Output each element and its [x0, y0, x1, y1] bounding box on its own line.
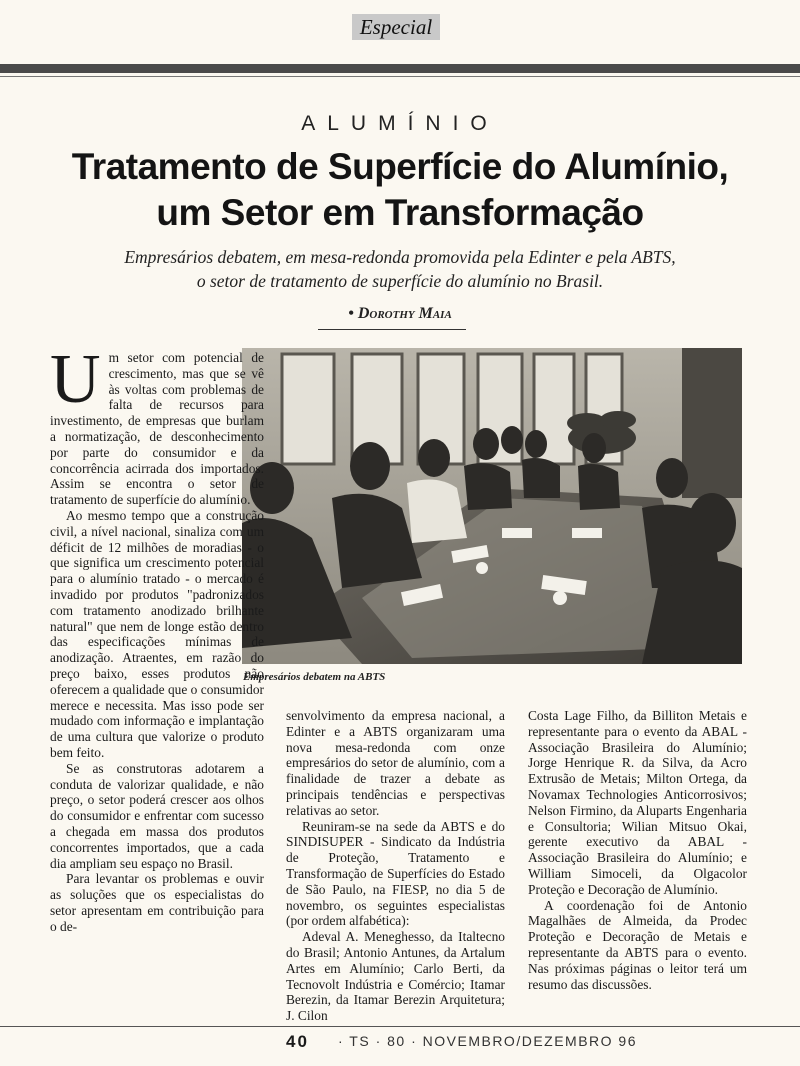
- paragraph: Costa Lage Filho, da Billiton Metais e representante para o evento da ABAL - Associação Brasileira do Alumínio; Jorge Henrique R. da Silva, da Acro Extrusão de Metais; Milton Ortega, da Novamax Technologies Anticorrosivos; Nelson Firmino, da Aluparts Engenharia e Consultoria; Wilian Mitsuo Okai, gerente executivo da ABAL - Associação Brasileira do Alumínio; e William Simoceli, da Olgacolor Proteção e Decoração de Alumínio.: [528, 708, 747, 897]
- meeting-photo-illustration: [242, 348, 742, 664]
- paragraph: Reuniram-se na sede da ABTS e do SINDISUPER - Sindicato da Indústria de Proteção, Tratamento e Transformação de Superfícies do Estado de São Paulo, na FIESP, no dia 5 de novembro, os seguintes especialistas (por ordem alfabética):: [286, 818, 505, 929]
- paragraph: Para levantar os problemas e ouvir as soluções que os especialistas do setor apresentam em contribuição para o de-: [50, 871, 264, 934]
- column-middle: [286, 708, 505, 1024]
- footer-rule: [0, 1026, 800, 1027]
- top-rule: [0, 64, 800, 73]
- section-tag: Especial: [352, 14, 440, 40]
- deck-line-1: Empresários debatem, em mesa-redonda promovida pela Edinter e pela ABTS,: [124, 247, 676, 267]
- byline: • Dorothy Maia: [348, 305, 452, 322]
- headline-line-1: Tratamento de Superfície do Alumínio,: [71, 146, 729, 187]
- paragraph: Se as construtoras adotarem a conduta de valorizar qualidade, e não preço, o setor poderá crescer aos olhos do consumidor e enfrentar com sucesso a chegada em massa dos produtos concorrentes importados, que a cada dia ampliam seu espaço no Brasil.: [50, 760, 264, 871]
- paragraph: m setor com potencial de crescimento, mas que se vê às voltas com problemas de falta de recursos para investimento, de empresas que burlam a normatização, de desconhecimento por parte do consumidor e da concorrência acirrada dos importados. Assim se encontra o setor de tratamento de superfície do alumínio.: [50, 350, 264, 508]
- issue-line: · TS · 80 · NOVEMBRO/DEZEMBRO 96: [338, 1033, 638, 1049]
- headline-line-2: um Setor em Transformação: [156, 192, 644, 233]
- paragraph: Ao mesmo tempo que a construção civil, a nível nacional, sinaliza com um déficit de 12 milhões de moradias - o que significa um crescimento potencial para o alumínio tratado - o mercado é invadido por produtos "padronizados com tratamento anodizado brilhante natural" que nem de longe estão dentro das especificações mínimas de anodização. Atraentes, em razão do preço baixo, esses produtos não oferecem a qualidade que o consumidor merece e necessita. Mas isso pode ser mudado com informação e implantação de uma cultura que valorize o produto bem feito.: [50, 507, 264, 760]
- column-left: [50, 341, 264, 934]
- photo-caption: Empresários debatem na ABTS: [243, 671, 386, 683]
- paragraph: Adeval A. Meneghesso, da Italtecno do Brasil; Antonio Antunes, da Artalum Artes em Alumínio; Carlo Berti, da Tecnovolt Indústria e Comércio; Itamar Berezin, da Itamar Berezin Arquitetura; J. Cilon: [286, 929, 505, 1024]
- kicker: ALUMÍNIO: [301, 112, 499, 135]
- byline-rule: [318, 329, 466, 330]
- top-rule-thin: [0, 76, 800, 77]
- drop-cap: U: [50, 341, 101, 418]
- paragraph: senvolvimento da empresa nacional, a Edinter e a ABTS organizaram uma nova mesa-redonda com onze empresários do setor de alumínio, com a finalidade de trazer a debate as principais tendências e perspectivas relativas ao setor.: [286, 708, 505, 818]
- page-number: 40: [286, 1032, 309, 1051]
- paragraph: A coordenação foi de Antonio Magalhães de Almeida, da Prodec Proteção e Decoração de Metais e representante da ABTS para o evento. Nas próximas páginas o leitor terá um resumo das discussões.: [528, 897, 747, 992]
- column-right: [528, 708, 747, 992]
- meeting-photo: [242, 348, 742, 664]
- deck-line-2: o setor de tratamento de superfície do alumínio no Brasil.: [196, 271, 604, 291]
